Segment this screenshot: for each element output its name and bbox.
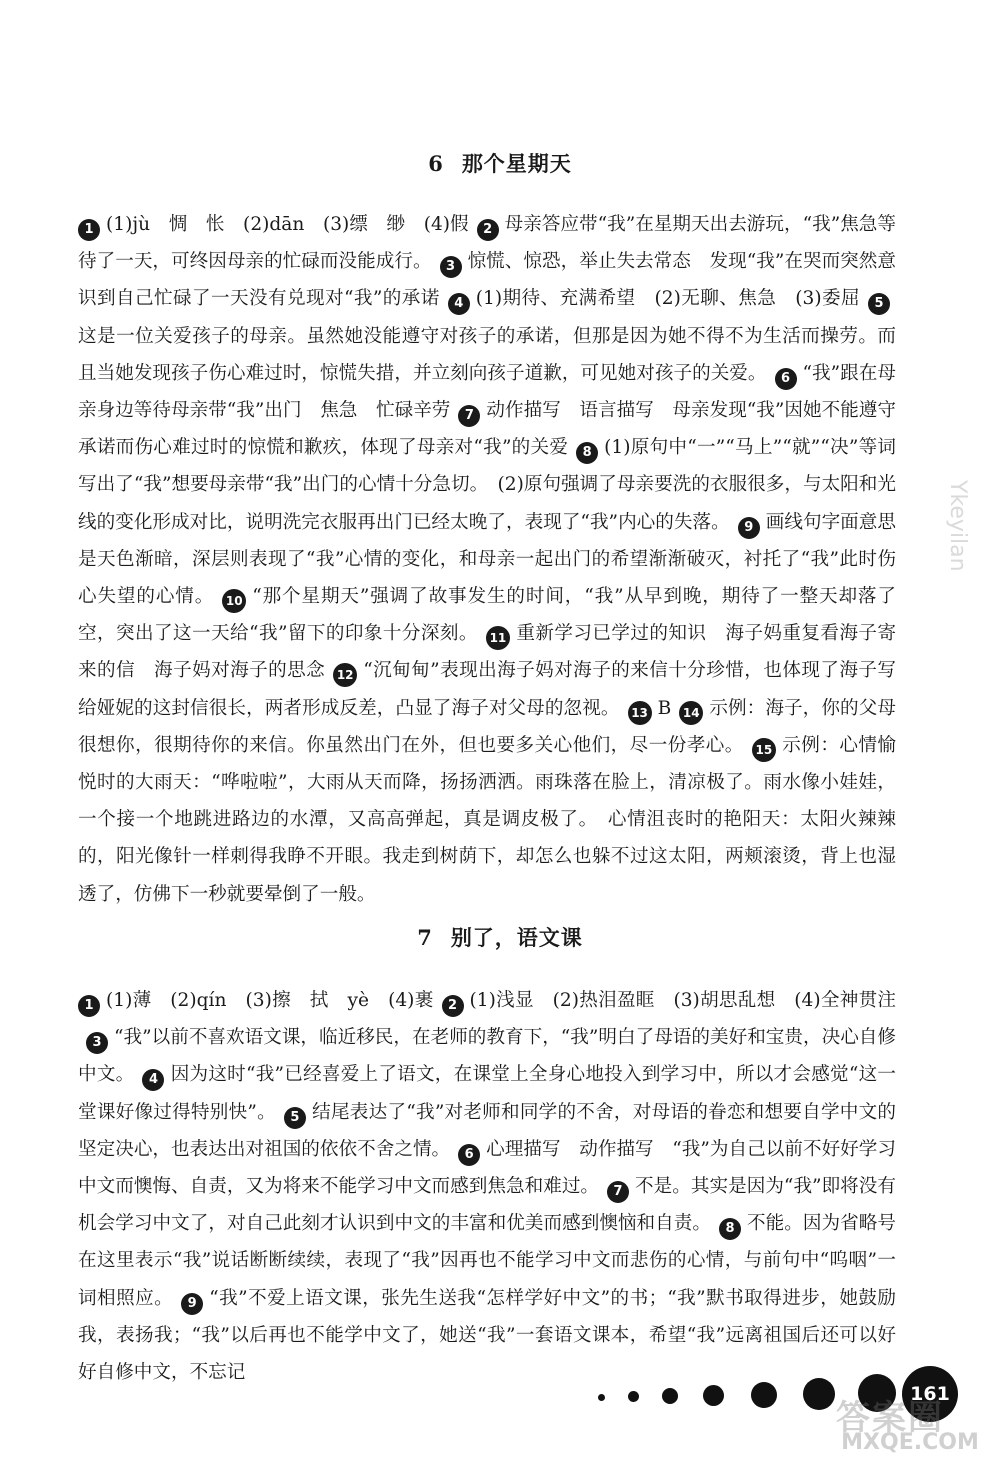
answer-text: (1)薄 (2)qín (3)擦 拭 yè (4)裹 [106,990,434,1011]
answer-number-badge: 14 [679,701,703,725]
answer-text: 母亲答应带“我”在星期天出去游玩，“我”焦急等待了一天，可终因母亲的忙碌而没能成行。 [78,214,896,273]
answer-text: 这是一位关爱孩子的母亲。虽然她没能遵守对孩子的承诺，但那是因为她不得不为生活而操劳。而且当她发现孩子伤心难过时，惊慌失措，并立刻向孩子道歉，可见她对孩子的关爱。 [78,325,896,384]
answer-number-badge: 9 [181,1293,203,1315]
answer-text: “那个星期天”强调了故事发生的时间，“我”从早到晚，期待了一整天却落了空，突出了这一天给“我”留下的印象十分深刻。 [78,586,896,645]
footer-dot [703,1385,724,1406]
answer-text: 因为这时“我”已经喜爱上了语文，在课堂上全身心地投入到学习中，所以才会感觉“这一堂课好像过得特别快”。 [78,1064,896,1123]
answer-text: “我”跟在母亲身边等待母亲带“我”出门 焦急 忙碌辛劳 [78,362,896,422]
answer-item [434,990,896,1011]
answer-number-badge: 3 [86,1032,108,1054]
answer-number-badge: 1 [78,995,100,1017]
section-title-text: 别了，语文课 [450,925,583,950]
answer-number-badge: 7 [458,405,480,427]
answer-text: 惊慌、惊恐，举止失去常态 发现“我”在哭而突然意识到自己忙碌了一天没有兑现对“我”的承诺 [78,251,896,310]
answer-text: 不是。其实是因为“我”即将没有机会学习中文了，对自己此刻才认识到中文的丰富和优美而感到懊恼和自责。 [78,1176,896,1235]
answer-text: 结尾表达了“我”对老师和同学的不舍，对母语的眷恋和想要自学中文的坚定决心，也表达出对祖国的依依不舍之情。 [78,1101,896,1160]
watermark-logo: 答案圈 [836,1398,944,1438]
answer-item [78,990,434,1011]
answer-text: 心理描写 动作描写 “我”为自己以前不好好学习中文而懊悔、自责，又为将来不能学习中文而感到焦急和难过。 [78,1138,896,1198]
answer-number-badge: 3 [440,256,462,278]
section-answers-7 [78,982,896,1391]
answer-text: 重新学习已学过的知识 海子妈重复看海子寄来的信 海子妈对海子的思念 [78,623,896,682]
answer-number-badge: 8 [576,442,598,464]
answer-item [78,735,896,905]
answer-text: 示例：海子，你的父母很想你，很期待你的来信。你虽然出门在外，但也要多关心他们，尽一份孝心。 [78,697,896,756]
answer-number-badge: 4 [448,293,470,315]
answer-text: (1)jù 惆 怅 (2)dān (3)缥 缈 (4)假 [106,214,469,235]
answer-number-badge: 7 [607,1181,629,1203]
section-title-text: 那个星期天 [461,151,572,176]
answer-text: 示例：心情愉悦时的大雨天：“哗啦啦”，大雨从天而降，扬扬洒洒。雨珠落在脸上，清凉极了。雨水像小娃娃，一个接一个地跳进路边的水潭，又高高弹起，真是调皮极了。 心情沮丧时的艳阳天：太阳火辣辣的，阳光像针一样刺得我睁不开眼。我走到树荫下，却怎么也躲不过这太阳，两颊滚烫，背上也湿透了，仿佛下一秒就要晕倒了一般。 [78,734,896,905]
answer-number-badge: 2 [442,995,464,1017]
answer-number-badge: 8 [719,1218,741,1240]
footer-dot [751,1382,777,1408]
footer-dot [662,1388,678,1404]
answer-number-badge: 5 [284,1107,306,1129]
answer-text: 不能。因为省略号在这里表示“我”说话断断续续，表现了“我”因再也不能学习中文而悲伤的心情，与前句中“呜咽”一词相照应。 [78,1213,896,1309]
answer-item [78,214,469,235]
section-title-7 [0,922,1000,952]
footer-dot [598,1394,605,1401]
answer-text: “沉甸甸”表现出海子妈对海子的来信十分珍惜，也体现了海子写给娅妮的这封信很长，两者形成反差，凸显了海子对父母的忽视。 [78,660,896,719]
answer-text: “我”以前不喜欢语文课，临近移民，在老师的教育下，“我”明白了母语的美好和宝贵，决心自修中文。 [78,1027,896,1086]
answer-number-badge: 1 [78,219,100,241]
answer-text: B [657,697,672,719]
section-number: 7 [417,925,433,950]
answer-number-badge: 13 [628,701,652,725]
answer-number-badge: 11 [486,626,510,650]
answer-number-badge: 2 [477,219,499,241]
footer-dot [628,1391,639,1402]
answer-number-badge: 4 [142,1069,164,1091]
page-number: 161 [902,1366,958,1422]
answer-text: (1)期待、充满希望 (2)无聊、焦急 (3)委屈 [475,288,861,310]
section-title-6 [0,148,1000,178]
answer-text: 画线句字面意思是天色渐暗，深层则表现了“我”心情的变化，和母亲一起出门的希望渐渐破灭，衬托了“我”此时伤心失望的心情。 [78,511,896,608]
side-watermark: Ykeyilan [945,480,970,572]
answer-item [620,698,672,719]
answer-text: “我”不爱上语文课，张先生送我“怎样学好中文”的书；“我”默书取得进步，她鼓励我，表扬我；“我”以后再也不能学中文了，她送“我”一套语文课本，希望“我”远离祖国后还可以好好自修中文，不忘记 [78,1287,896,1384]
section-answers-6 [78,206,896,913]
section-number: 6 [428,151,444,176]
answer-number-badge: 12 [333,663,357,687]
answer-number-badge: 6 [458,1144,480,1166]
answer-number-badge: 9 [738,517,760,539]
answer-number-badge: 6 [775,368,797,390]
answer-text: (1)浅显 (2)热泪盈眶 (3)胡思乱想 (4)全神贯注 [469,990,897,1011]
answer-number-badge: 10 [222,589,246,613]
answer-text: 动作描写 语言描写 母亲发现“我”因她不能遵守承诺而伤心难过时的惊慌和歉疚，体现了母亲对“我”的关爱 [78,400,897,459]
answer-number-badge: 5 [868,293,890,315]
watermark-url: MXQE.COM [841,1430,979,1455]
answer-item [440,288,861,312]
answer-number-badge: 15 [752,738,776,762]
answer-text: (1)原句中“一”“马上”“就”“决”等词写出了“我”想要母亲带“我”出门的心情十分急切。 (2)原句强调了母亲要洗的衣服很多，与太阳和光线的变化形成对比，说明洗完衣服再出门已经太晚了，表现了“我”内心的失落。 [78,437,896,533]
